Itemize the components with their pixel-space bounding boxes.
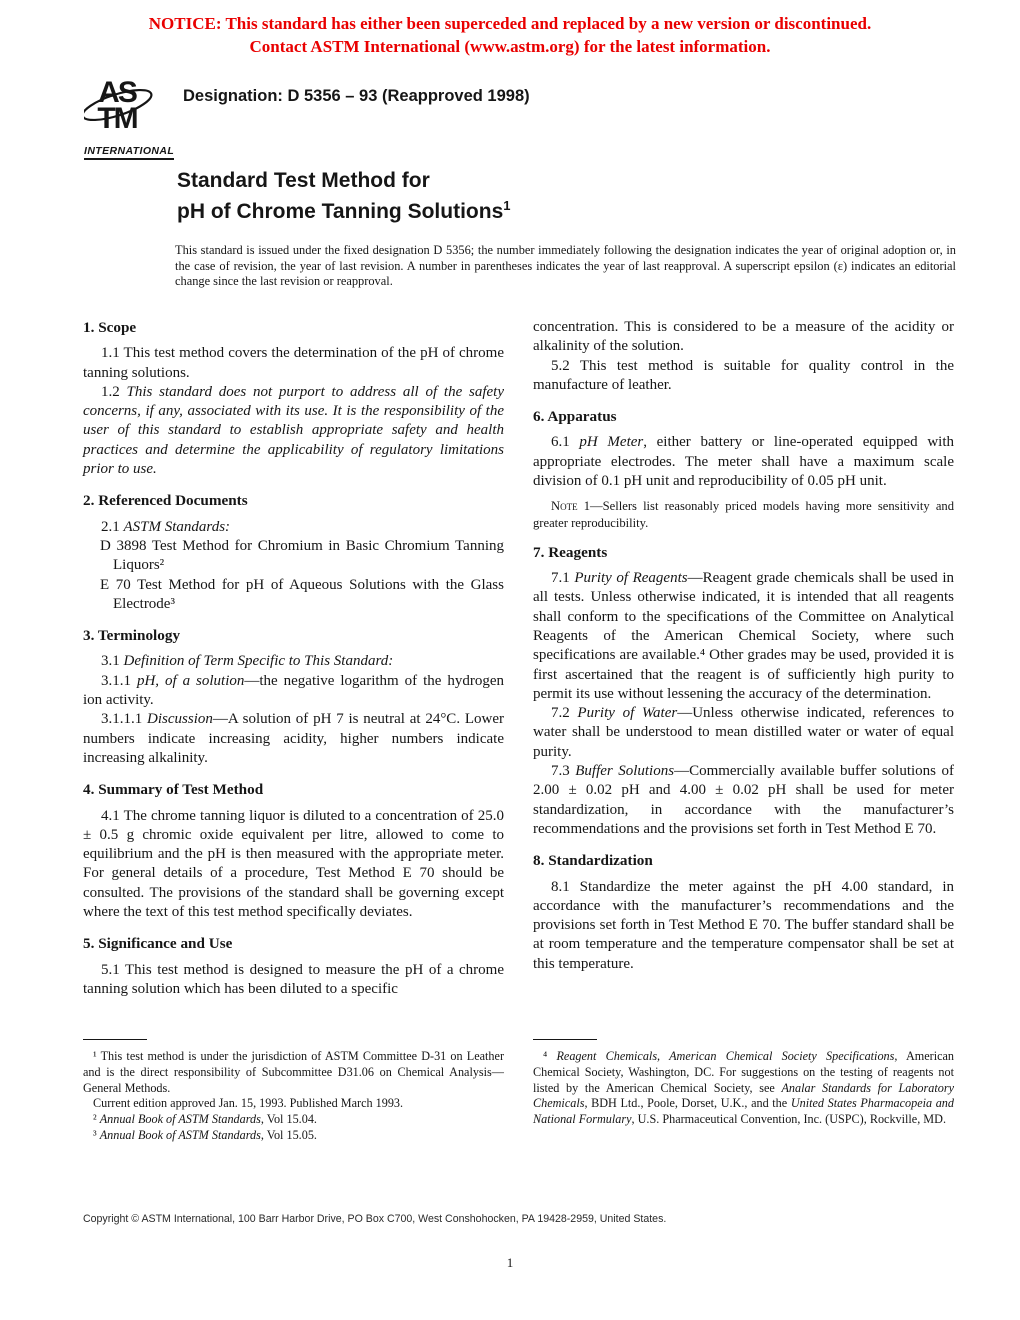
paragraph-number: 7.2	[551, 705, 578, 722]
paragraph-text: , either battery or line-operated equipped with appropriate electrodes. The meter shall have a maximum scale division of 0.1 pH unit and reproducibility of 0.05 pH unit.	[533, 434, 955, 490]
term-name: pH Meter	[579, 434, 644, 451]
paragraph-number: 7.1	[551, 570, 575, 587]
footnote-2	[83, 1112, 504, 1128]
footnotes-left	[83, 1039, 504, 1144]
term-name: Purity of Water	[577, 705, 678, 722]
paragraph-number: 1.2	[101, 383, 127, 400]
paragraph-5-2: 5.2 This test method is suitable for quality control in the manufacture of leather.	[533, 357, 954, 393]
title-line-1: Standard Test Method for	[177, 169, 430, 192]
footnote-source: Analar Standards for Laboratory Chemicals	[533, 1080, 954, 1111]
paragraph-3-1	[83, 652, 504, 671]
paragraph-text: Definition of Term Specific to This Standard:	[123, 653, 394, 670]
footnote-text: , Vol 15.05.	[260, 1127, 317, 1142]
paragraph-7-1	[533, 569, 954, 704]
document-title	[177, 168, 510, 224]
paragraph-number: 2.1	[101, 518, 124, 535]
paragraph-number: 3.1.1.1	[101, 711, 148, 728]
astm-logo-icon	[84, 74, 172, 136]
footnote-source: Annual Book of ASTM Standards	[99, 1112, 261, 1127]
paragraph-number: 3.1.1	[101, 672, 137, 689]
astm-logo-letters-bottom: TM	[97, 102, 137, 135]
term-name: pH, of a solution	[136, 672, 245, 689]
designation: Designation: D 5356 – 93 (Reapproved 1998)	[183, 87, 530, 105]
paragraph-text: —the negative logarithm of the hydrogen ion activity.	[83, 672, 505, 709]
note-1	[533, 498, 954, 530]
paragraph-1-1: 1.1 This test method covers the determination of the pH of chrome tanning solutions.	[83, 345, 504, 381]
paragraph-8-1: 8.1 Standardize the meter against the pH 4.00 standard, in accordance with the manufacturer’s recommendations and the provisions set forth in Test Method E 70. The buffer standard shall be at room temperature and the temperature compensator shall be set at this temperature.	[533, 878, 954, 972]
section-apparatus-heading: 6. Apparatus	[533, 408, 617, 426]
astm-logo-international-label: INTERNATIONAL	[84, 145, 174, 160]
right-column	[533, 318, 954, 974]
paragraph-4-1: 4.1 The chrome tanning liquor is diluted to a concentration of 25.0 ± 0.5 g chromic oxide equivalent per litre, allowed to come to equilibrium and the pH is then measured with the appropriate meter. For general details of a procedure, Test Method E 70 should be consulted. The provisions of the standard shall be governing except where the text of this test method specifically deviates.	[83, 807, 504, 921]
footnote-divider	[83, 1039, 147, 1040]
paragraph-text: —Reagent grade chemicals shall be used in all tests. Unless otherwise indicated, it is intended that all reagents shall conform to the specifications of the Committee on Analytical Reagents of the American Chemical Society, where such specifications are available.⁴ Other grades may be used, provided it is first ascertained that the reagent is of sufficiently high purity to permit its use without lessening the accuracy of the determination.	[533, 570, 954, 702]
paragraph-number: 6.1	[551, 434, 580, 451]
title-line-2	[177, 193, 510, 224]
footnote-text: , American Chemical Society, Washington, DC. For suggestions on the testing of reagents not listed by the American Chemical Society, see	[533, 1049, 955, 1095]
paragraph-7-3	[533, 762, 954, 839]
paragraph-number: 3.1	[101, 653, 124, 670]
reference-d3898: D 3898 Test Method for Chromium in Basic Chromium Tanning Liquors²	[100, 537, 504, 574]
footnote-3	[83, 1128, 504, 1144]
section-reagents-heading: 7. Reagents	[533, 543, 608, 561]
section-scope-heading: 1. Scope	[83, 319, 137, 336]
footnote-4	[533, 1049, 954, 1128]
left-column	[83, 318, 504, 999]
footnote-1-edition: Current edition approved Jan. 15, 1993. Published March 1993.	[93, 1096, 404, 1111]
footnote-text: , BDH Ltd., Poole, Dorset, U.K., and the	[584, 1096, 791, 1111]
copyright-line: Copyright © ASTM International, 100 Barr Harbor Drive, PO Box C700, West Conshohocken, PA 19428-2959, United States.	[83, 1213, 667, 1225]
footnote-number: ⁴	[543, 1049, 557, 1063]
paragraph-5-1: 5.1 This test method is designed to measure the pH of a chrome tanning solution which has been diluted to a specific	[83, 961, 504, 997]
paragraph-number: 7.3	[551, 763, 576, 780]
page-number: 1	[506, 1255, 514, 1270]
footnote-source: Reagent Chemicals, American Chemical Society Specifications	[556, 1049, 895, 1063]
term-name: Purity of Reagents	[574, 570, 688, 587]
paragraph-1-2	[83, 383, 504, 479]
footnotes-right	[533, 1039, 954, 1128]
footnote-text: , U.S. Pharmaceutical Convention, Inc. (USPC), Rockville, MD.	[631, 1112, 946, 1127]
discontinuation-notice	[0, 12, 1020, 58]
term-name: Buffer Solutions	[575, 763, 675, 780]
note-text: —Sellers list reasonably priced models having more sensitivity and greater reproducibility.	[533, 499, 954, 530]
note-label: Note 1	[551, 499, 591, 514]
footnote-number: ²	[93, 1112, 100, 1127]
notice-line-2: Contact ASTM International (www.astm.org) for the latest information.	[249, 37, 771, 56]
footnote-source: Annual Book of ASTM Standards	[99, 1127, 261, 1142]
reference-e70: E 70 Test Method for pH of Aqueous Solutions with the Glass Electrode³	[100, 576, 504, 612]
paragraph-3-1-1-1	[83, 710, 504, 768]
issuing-statement: This standard is issued under the fixed designation D 5356; the number immediately following the designation indicates the year of original adoption or, in the case of revision, the year of last revision. A number in parentheses indicates the year of last reapproval. A superscript epsilon (ε) indicates an editorial change since the last revision or reapproval.	[175, 243, 956, 289]
paragraph-7-2	[533, 704, 954, 762]
paragraph-text: —A solution of pH 7 is neutral at 24°C. Lower numbers indicate increasing acidity, higher numbers indicate increasing alkalinity.	[83, 711, 504, 766]
term-name: Discussion	[147, 711, 213, 728]
section-referenced-documents-heading: 2. Referenced Documents	[83, 492, 248, 510]
section-standardization-heading: 8. Standardization	[533, 852, 653, 870]
footnote-1: ¹ This test method is under the jurisdiction of ASTM Committee D-31 on Leather and is the direct responsibility of Subcommittee D31.06 on Chemical Analysis—General Methods.	[83, 1049, 504, 1095]
paragraph-text: —Unless otherwise indicated, references to water shall be understood to mean distilled water or water of equal purity.	[533, 705, 955, 760]
footnote-number: ³	[93, 1127, 100, 1142]
paragraph-text: This standard does not purport to address all of the safety concerns, if any, associated with its use. It is the responsibility of the user of this standard to establish appropriate safety and health practices and determine the applicability of regulatory limitations prior to use.	[83, 383, 505, 478]
astm-logo	[84, 74, 180, 160]
title-text: pH of Chrome Tanning Solutions	[177, 200, 504, 223]
notice-line-1: NOTICE: This standard has either been superceded and replaced by a new version or discontinued.	[148, 14, 872, 33]
paragraph-text: ASTM Standards:	[123, 518, 231, 535]
footnote-divider	[533, 1039, 597, 1040]
section-significance-heading: 5. Significance and Use	[83, 935, 233, 953]
section-summary-heading: 4. Summary of Test Method	[83, 781, 264, 799]
astm-logo-letters-top: AS	[98, 76, 136, 109]
paragraph-text: —Commercially available buffer solutions of 2.00 ± 0.02 pH and 4.00 ± 0.02 pH shall be used for meter standardization, in accordance with the manufacturer’s recommendations and the provisions set forth in Test Method E 70.	[533, 763, 954, 837]
title-footnote-ref: 1	[503, 198, 511, 213]
paragraph-5-1-continued: concentration. This is considered to be a measure of the acidity or alkalinity of the solution.	[533, 319, 954, 355]
footnote-source: United States Pharmacopeia and National Formulary	[533, 1096, 954, 1127]
paragraph-2-1	[83, 518, 504, 537]
section-terminology-heading: 3. Terminology	[83, 627, 181, 645]
paragraph-6-1	[533, 433, 954, 491]
footnote-text: , Vol 15.04.	[260, 1112, 317, 1127]
paragraph-3-1-1	[83, 672, 504, 711]
